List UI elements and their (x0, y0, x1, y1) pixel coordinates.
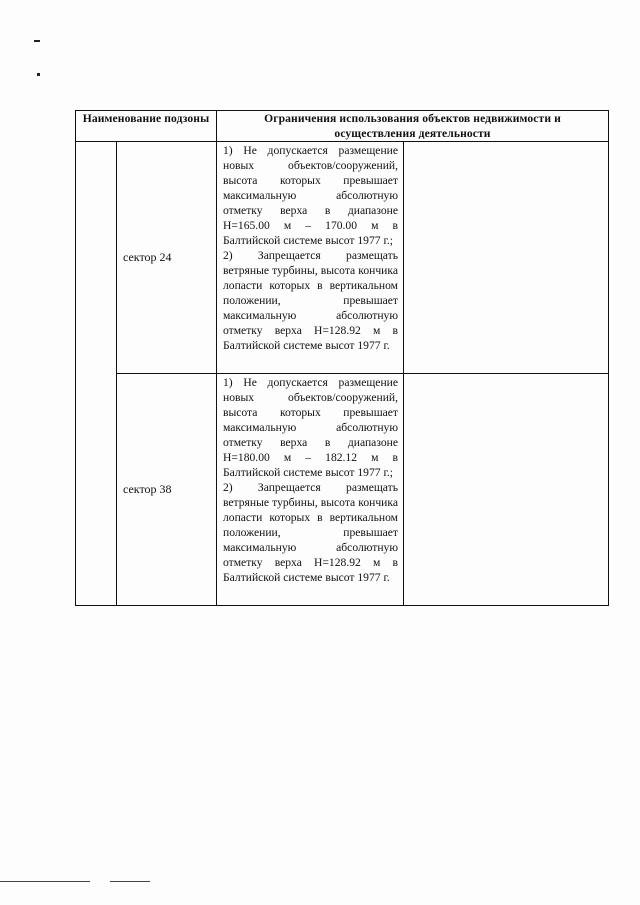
table-row (76, 142, 609, 374)
sector-name: сектор 24 (117, 142, 217, 374)
restriction-text (217, 142, 404, 374)
header-restrictions: Ограничения использования объектов недвижимости и осуществления деятельности (217, 111, 609, 142)
restriction-item: 1) Не допускается размещение новых объектов/сооружений, высота которых превышает максимальную абсолютную отметку верха в диапазоне Н=180.00 м – 182.12 м в Балтийской системе высот 1977 г.; (223, 376, 398, 479)
blank-cell (404, 142, 609, 374)
header-subzone-name: Наименование подзоны (76, 111, 217, 142)
table-header-row (76, 111, 609, 142)
sector-name: сектор 38 (117, 374, 217, 606)
restrictions-table (75, 110, 609, 606)
restriction-item: 2) Запрещается размещать ветряные турбины, высота кончика лопасти которых в вертикальном положении, превышает максимальную абсолютную отметку верха Н=128.92 м в Балтийской системе высот 1977 г. (223, 249, 398, 352)
restriction-item: 1) Не допускается размещение новых объектов/сооружений, высота которых превышает максимальную абсолютную отметку верха в диапазоне Н=165.00 м – 170.00 м в Балтийской системе высот 1977 г.; (223, 144, 398, 247)
blank-cell (404, 374, 609, 606)
scan-edge-line (110, 881, 150, 882)
scan-speck (34, 40, 40, 42)
blank-cell (76, 142, 117, 606)
scan-edge-line (0, 881, 90, 882)
restriction-text (217, 374, 404, 606)
restriction-item: 2) Запрещается размещать ветряные турбины, высота кончика лопасти которых в вертикальном положении, превышает максимальную абсолютную отметку верха Н=128.92 м в Балтийской системе высот 1977 г. (223, 481, 398, 584)
table-row (76, 374, 609, 606)
scan-speck (37, 73, 40, 76)
